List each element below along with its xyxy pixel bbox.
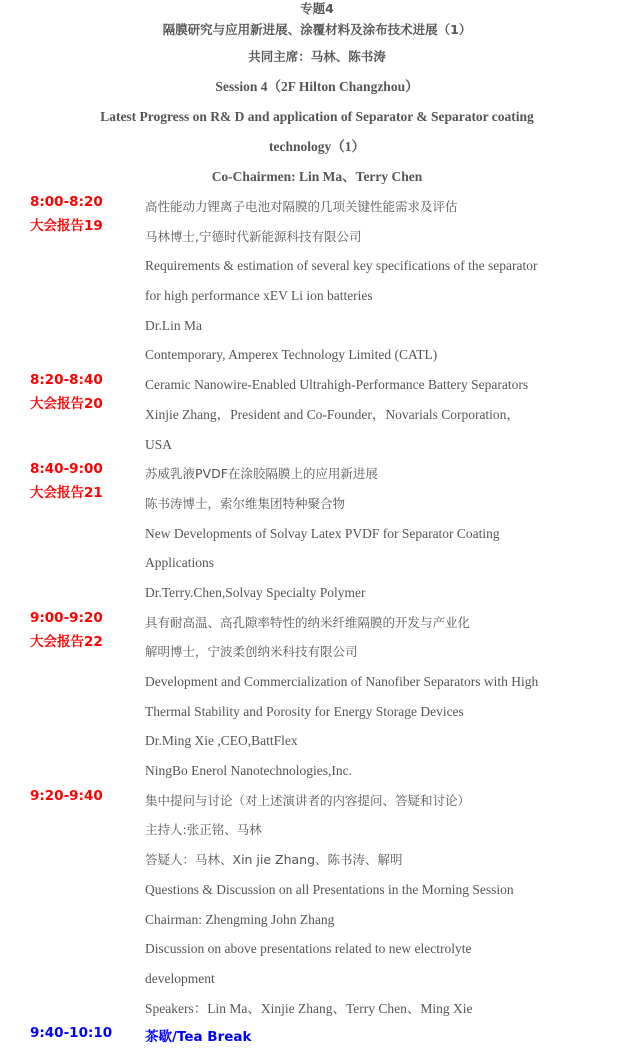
topic-number: 专题4: [300, 1, 334, 16]
detail-line: Dr.Ming Xie ,CEO,BattFlex: [145, 733, 298, 749]
item-details: [145, 786, 634, 1024]
schedule-item: [0, 608, 634, 786]
item-details: [145, 192, 634, 370]
detail-line: Requirements & estimation of several key specifications of the separator: [145, 258, 538, 274]
time-slot: 8:00-8:20: [30, 194, 103, 210]
detail-line: 苏威乳液PVDF在涂胶隔膜上的应用新进展: [145, 466, 378, 482]
detail-line: Thermal Stability and Porosity for Energy Storage Devices: [145, 703, 464, 719]
detail-line: 马林博士,宁德时代新能源科技有限公司: [145, 228, 362, 244]
schedule: [0, 192, 634, 1053]
title-en-line1: Latest Progress on R& D and application of Separator & Separator coating: [100, 109, 534, 124]
time-column: [0, 786, 145, 1024]
time-column: [0, 608, 145, 786]
time-slot: 8:20-8:40: [30, 372, 103, 389]
detail-line: New Developments of Solvay Latex PVDF for Separator Coating: [145, 525, 500, 541]
time-column: [0, 370, 145, 459]
chairs-en: Co-Chairmen: Lin Ma、Terry Chen: [211, 169, 423, 184]
detail-line: Chairman: Zhengming John Zhang: [145, 911, 335, 927]
report-label: 大会报告19: [30, 218, 103, 234]
detail-line: for high performance xEV Li ion batteries: [145, 288, 373, 304]
schedule-item: [0, 192, 634, 370]
detail-line: NingBo Enerol Nanotechnologies,Inc.: [145, 763, 352, 779]
item-details: [145, 459, 634, 607]
detail-line: Dr.Terry.Chen,Solvay Specialty Polymer: [145, 584, 366, 600]
detail-line: Discussion on above presentations related to new electrolyte: [145, 941, 472, 957]
report-label: 大会报告20: [30, 396, 103, 413]
title-cn: 隔膜研究与应用新进展、涂覆材料及涂布技术进展（1）: [162, 22, 472, 37]
detail-line: 答疑人：马林、Xin jie Zhang、陈书涛、解明: [145, 852, 403, 868]
detail-line: USA: [145, 436, 173, 452]
time-slot: 8:40-9:00: [30, 461, 103, 478]
detail-line: 解明博士，宁波柔创纳米科技有限公司: [145, 644, 358, 660]
schedule-item: [0, 459, 634, 607]
time-column: [0, 1023, 145, 1053]
detail-line: Applications: [145, 555, 214, 571]
schedule-item: [0, 370, 634, 459]
detail-line: development: [145, 970, 215, 986]
detail-line: Xinjie Zhang，President and Co-Founder，Novarials Corporation，: [145, 406, 520, 422]
detail-line: Questions & Discussion on all Presentations in the Morning Session: [145, 881, 514, 897]
detail-line: 陈书涛博士，索尔维集团特种聚合物: [145, 495, 346, 511]
time-slot: 9:20-9:40: [30, 787, 103, 804]
time-column: [0, 192, 145, 370]
report-label: 大会报告22: [30, 633, 103, 650]
detail-line: Contemporary, Amperex Technology Limited (CATL): [145, 347, 438, 363]
schedule-item: [0, 1023, 634, 1053]
detail-line: Development and Commercialization of Nanofiber Separators with High: [145, 674, 539, 689]
schedule-item: [0, 786, 634, 1024]
item-details: [145, 370, 634, 459]
time-slot: 9:40-10:10: [30, 1025, 113, 1042]
time-slot: 9:00-9:20: [30, 609, 103, 626]
detail-line: 集中提问与讨论（对上述演讲者的内容提问、答疑和讨论）: [145, 792, 471, 808]
detail-line: 主持人:张正铭、马林: [145, 822, 262, 838]
time-column: [0, 459, 145, 607]
item-details: [145, 608, 634, 786]
detail-line: 高性能动力锂离子电池对隔膜的几项关键性能需求及评估: [145, 199, 458, 214]
detail-line: 具有耐高温、高孔隙率特性的纳米纤维隔膜的开发与产业化: [145, 614, 471, 630]
item-details: [145, 1023, 634, 1053]
title-en-line2: technology（1）: [269, 139, 365, 154]
session-header: [0, 0, 634, 192]
chairs-cn: 共同主席：马林、陈书涛: [248, 49, 386, 64]
session-en: Session 4（2F Hilton Changzhou）: [215, 79, 419, 94]
detail-line: Dr.Lin Ma: [145, 317, 202, 333]
detail-line: Ceramic Nanowire-Enabled Ultrahigh-Performance Battery Separators: [145, 377, 529, 393]
detail-line: Speakers：Lin Ma、Xinjie Zhang、Terry Chen、Ming Xie: [145, 1000, 473, 1016]
detail-line: 茶歇/Tea Break: [145, 1029, 252, 1046]
report-label: 大会报告21: [30, 485, 103, 502]
